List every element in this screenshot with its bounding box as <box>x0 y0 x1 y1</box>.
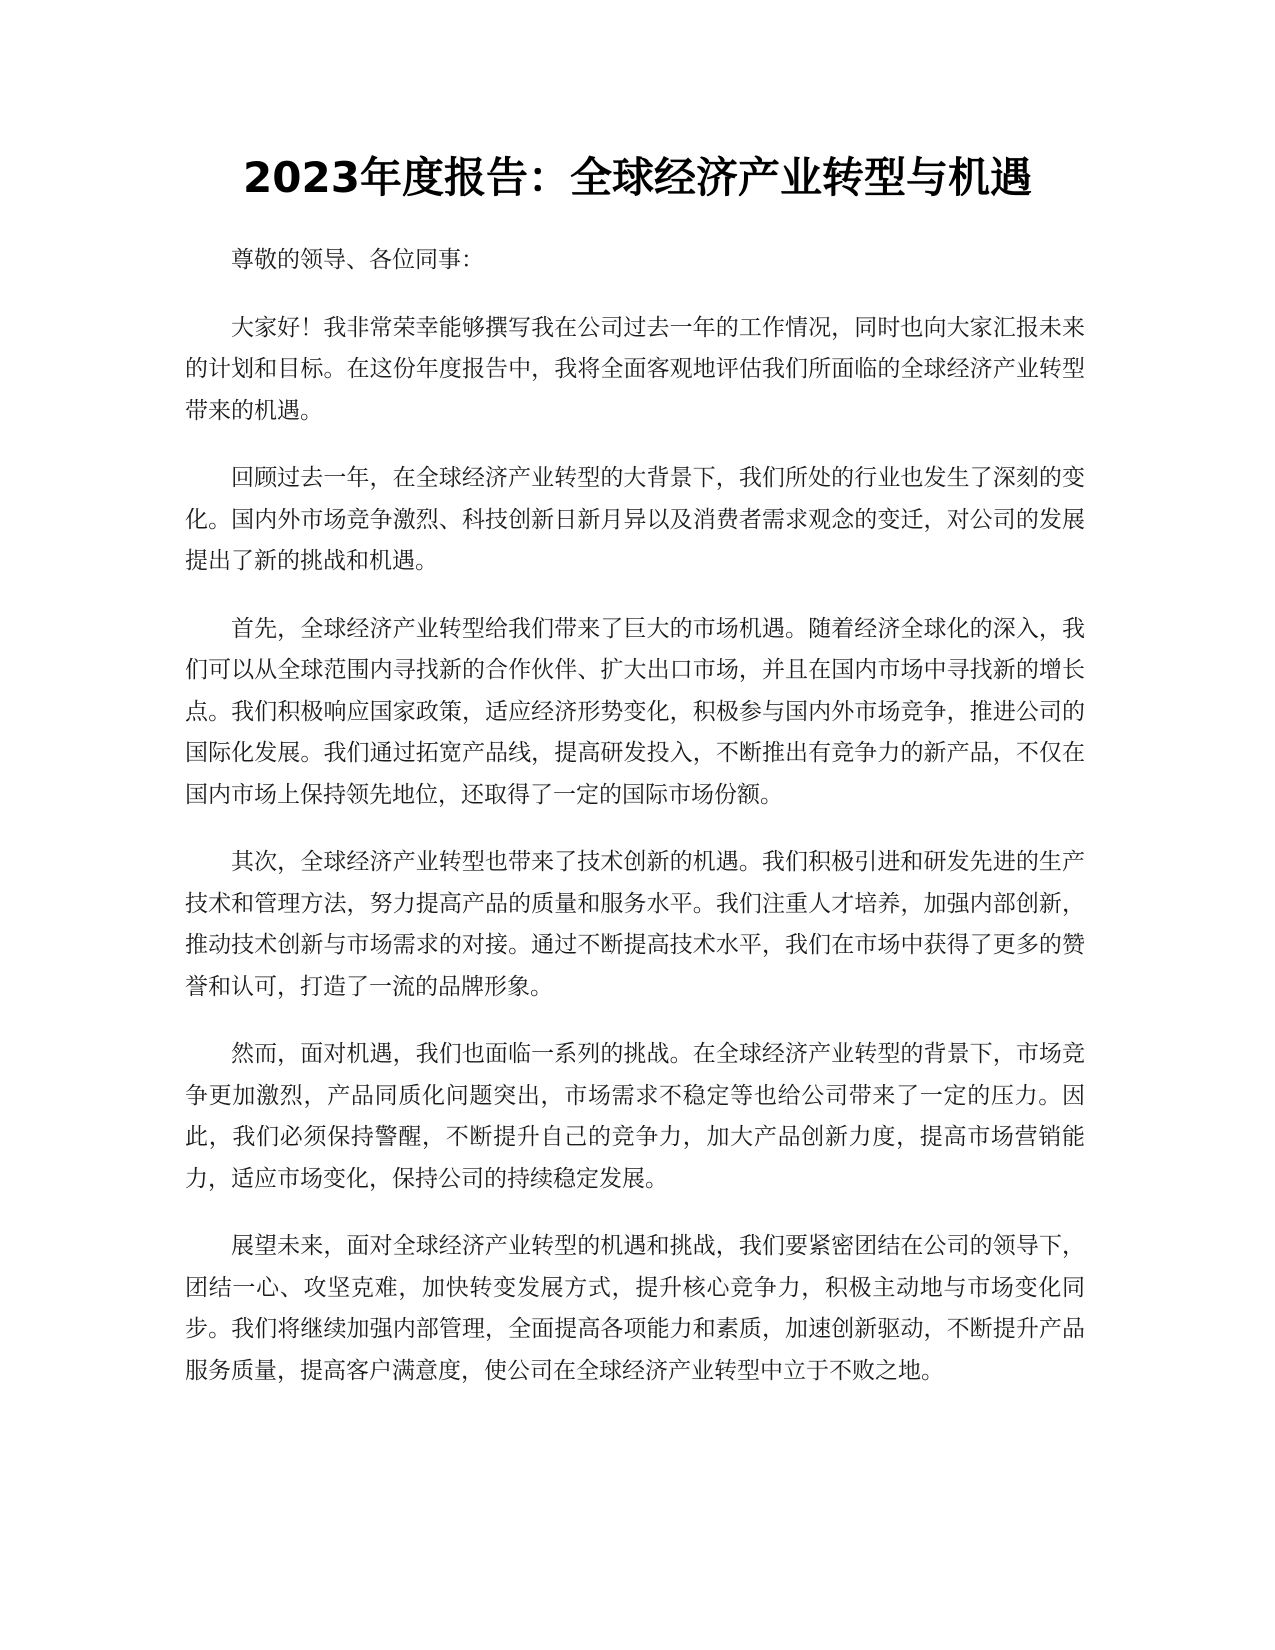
challenges-paragraph: 然而，面对机遇，我们也面临一系列的挑战。在全球经济产业转型的背景下，市场竞争更加激烈，产品同质化问题突出，市场需求不稳定等也给公司带来了一定的压力。因此，我们必须保持警醒，不断提升自己的竞争力，加大产品创新力度，提高市场营销能力，适应市场变化，保持公司的持续稳定发展。 <box>185 1041 1085 1192</box>
page-title: 2023年度报告：全球经济产业转型与机遇 <box>243 153 1032 202</box>
outlook-paragraph: 展望未来，面对全球经济产业转型的机遇和挑战，我们要紧密团结在公司的领导下，团结一心、攻坚克难，加快转变发展方式，提升核心竞争力，积极主动地与市场变化同步。我们将继续加强内部管理，全面提高各项能力和素质，加速创新驱动，不断提升产品服务质量，提高客户满意度，使公司在全球经济产业转型中立于不败之地。 <box>185 1233 1085 1384</box>
salutation-paragraph: 尊敬的领导、各位同事： <box>231 247 484 273</box>
review-paragraph: 回顾过去一年，在全球经济产业转型的大背景下，我们所处的行业也发生了深刻的变化。国内外市场竞争激烈、科技创新日新月异以及消费者需求观念的变迁，对公司的发展提出了新的挑战和机遇。 <box>185 465 1085 574</box>
technology-opportunity-paragraph: 其次，全球经济产业转型也带来了技术创新的机遇。我们积极引进和研发先进的生产技术和管理方法，努力提高产品的质量和服务水平。我们注重人才培养，加强内部创新，推动技术创新与市场需求的对接。通过不断提高技术水平，我们在市场中获得了更多的赞誉和认可，打造了一流的品牌形象。 <box>185 849 1085 1000</box>
document-body <box>185 240 1085 1418</box>
greeting-paragraph: 大家好！我非常荣幸能够撰写我在公司过去一年的工作情况，同时也向大家汇报未来的计划和目标。在这份年度报告中，我将全面客观地评估我们所面临的全球经济产业转型带来的机遇。 <box>185 314 1085 424</box>
market-opportunity-paragraph: 首先，全球经济产业转型给我们带来了巨大的市场机遇。随着经济全球化的深入，我们可以从全球范围内寻找新的合作伙伴、扩大出口市场，并且在国内市场中寻找新的增长点。我们积极响应国家政策，适应经济形势变化，积极参与国内外市场竞争，推进公司的国际化发展。我们通过拓宽产品线，提高研发投入，不断推出有竞争力的新产品，不仅在国内市场上保持领先地位，还取得了一定的国际市场份额。 <box>185 615 1085 808</box>
